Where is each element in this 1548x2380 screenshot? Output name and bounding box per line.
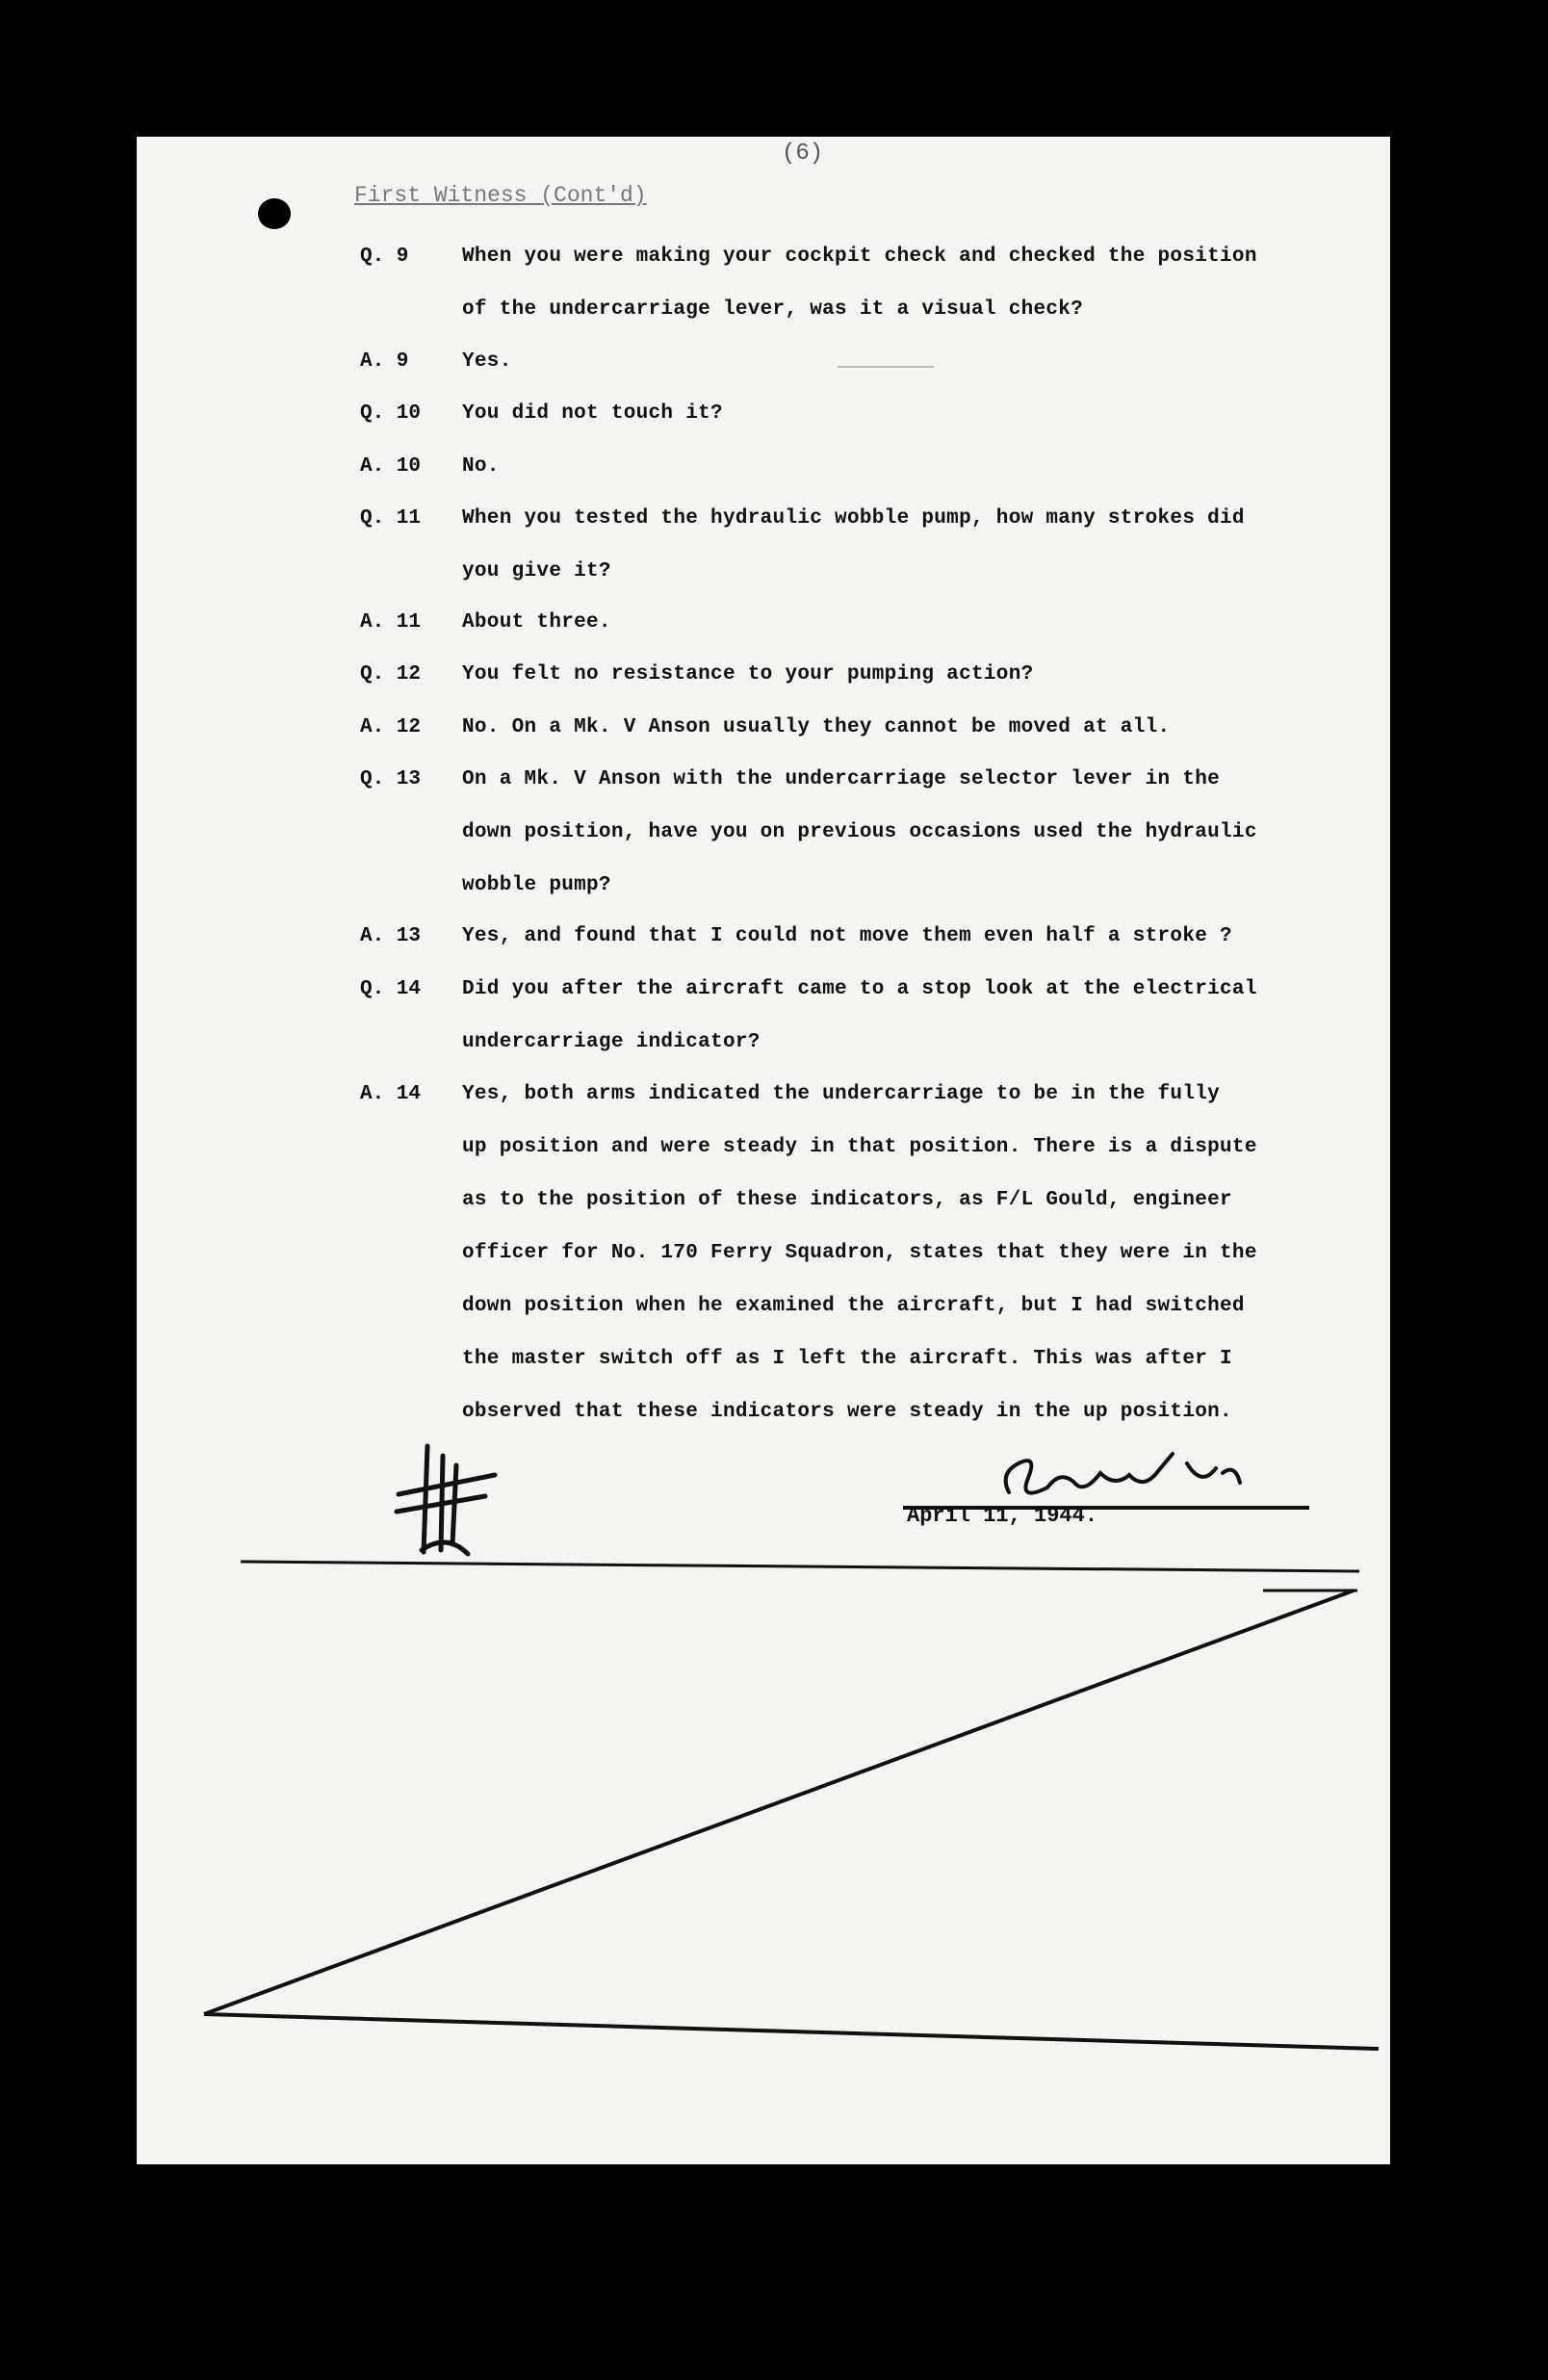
cancellation-lines (137, 137, 1390, 2164)
qa-text: No. On a Mk. V Anson usually they cannot be moved at all. (462, 716, 1171, 738)
qa-label: A. 14 (360, 1083, 422, 1105)
qa-label: A. 13 (360, 925, 422, 947)
qa-label: A. 12 (360, 716, 422, 738)
qa-label: Q. 13 (360, 768, 422, 790)
section-header: First Witness (Cont'd) (354, 183, 647, 208)
qa-text: On a Mk. V Anson with the undercarriage selector lever in the down position, have you on previous occasions used the hydraulic wobble pump? (462, 768, 1257, 896)
qa-text: You did not touch it? (462, 402, 723, 425)
qa-text: Did you after the aircraft came to a stop look at the electrical undercarriage indicator? (462, 978, 1257, 1053)
qa-text: Yes. (462, 350, 512, 373)
qa-text: When you were making your cockpit check and checked the position of the undercarriage lever, was it a visual check? (462, 246, 1257, 321)
qa-label: A. 10 (360, 455, 422, 478)
qa-label: Q. 12 (360, 663, 422, 686)
qa-label: Q. 9 (360, 246, 409, 268)
qa-text: No. (462, 455, 500, 478)
qa-label: A. 9 (360, 350, 409, 373)
qa-label: Q. 10 (360, 402, 422, 425)
qa-label: Q. 11 (360, 507, 422, 530)
qa-text: About three. (462, 611, 611, 634)
page-number: (6) (782, 141, 824, 167)
qa-text: You felt no resistance to your pumping action? (462, 663, 1034, 686)
qa-label: Q. 14 (360, 978, 422, 1000)
signature-date: April 11, 1944. (907, 1504, 1098, 1528)
qa-label: A. 11 (360, 611, 422, 634)
document-page (137, 137, 1390, 2164)
qa-text: When you tested the hydraulic wobble pump, how many strokes did you give it? (462, 507, 1245, 582)
qa-text: Yes, both arms indicated the undercarriage to be in the fully up position and were steady in that position. There is a dispute as to the position of these indicators, as F/L Gould, engineer officer for No. 170 Ferry Squadron, states that they were in the down position when he examined the aircraft, but I had switched the master switch off as I left the aircraft. This was after I observed that these indicators were steady in the up position. (462, 1083, 1257, 1423)
qa-text: Yes, and found that I could not move them even half a stroke ? (462, 925, 1232, 947)
